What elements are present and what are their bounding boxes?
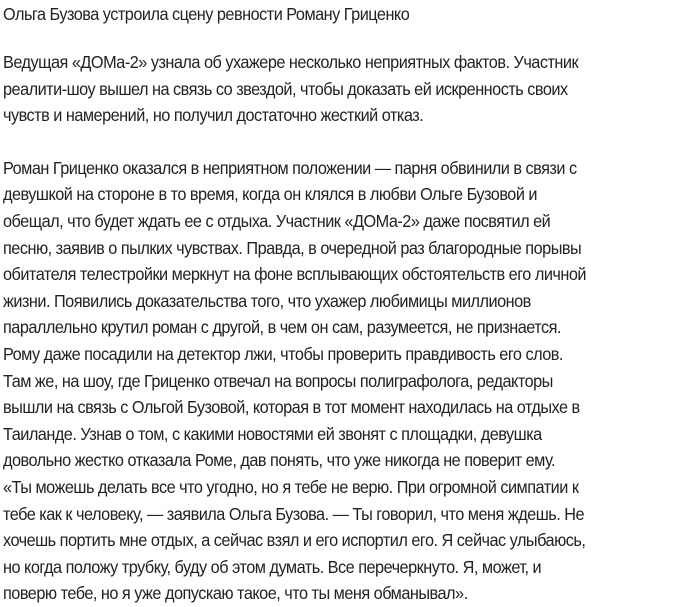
paragraph-line: обещал, что будет ждать ее с отдыха. Участник «ДОМа-2» даже посвятил ей bbox=[3, 210, 551, 231]
paragraph-line: девушкой на стороне в то время, когда он клялся в любви Ольге Бузовой и bbox=[3, 184, 538, 205]
article-title: Ольга Бузова устроила сцену ревности Роману Гриценко bbox=[3, 4, 410, 24]
paragraph-line: реалити-шоу вышел на связь со звездой, чтобы доказать ей искренность своих bbox=[3, 78, 568, 99]
paragraph-line: Таиланде. Узнав о том, с какими новостями ей звонят с площадки, девушка bbox=[3, 423, 542, 444]
paragraph-line: вышли на связь с Ольгой Бузовой, которая в тот момент находилась на отдыхе в bbox=[3, 397, 580, 418]
paragraph-line: чувств и намерений, но получил достаточно жесткий отказ. bbox=[3, 105, 424, 126]
paragraph-line: но когда положу трубку, буду об этом думать. Все перечеркнуто. Я, может, и bbox=[3, 556, 542, 577]
article-paragraph-lead bbox=[3, 49, 699, 129]
paragraph-line: тебе как к человеку, — заявила Ольга Бузова. — Ты говорил, что меня ждешь. Не bbox=[3, 503, 585, 524]
paragraph-line: обитателя телестройки меркнут на фоне всплывающих обстоятельств его личной bbox=[3, 264, 586, 285]
paragraph-line: хочешь портить мне отдых, а сейчас взял и его испортил его. Я сейчас улыбаюсь, bbox=[3, 530, 586, 551]
article-paragraph-body bbox=[3, 155, 699, 607]
paragraph-line: довольно жестко отказала Роме, дав понять, что уже никогда не поверит ему. bbox=[3, 450, 556, 471]
paragraph-line: Там же, на шоу, где Гриценко отвечал на вопросы полиграфолога, редакторы bbox=[3, 370, 553, 391]
paragraph-line: Рому даже посадили на детектор лжи, чтобы проверить правдивость его слов. bbox=[3, 343, 563, 364]
paragraph-line: песню, заявив о пылких чувствах. Правда, в очередной раз благородные порывы bbox=[3, 237, 582, 258]
article bbox=[3, 0, 699, 607]
paragraph-line: «Ты можешь делать все что угодно, но я тебе не верю. При огромной симпатии к bbox=[3, 476, 579, 497]
paragraph-line: жизни. Появились доказательства того, что ухажер любимицы миллионов bbox=[3, 290, 531, 311]
paragraph-line: параллельно крутил роман с другой, в чем он сам, разумеется, не признается. bbox=[3, 317, 561, 338]
paragraph-line: поверю тебе, но я уже допускаю такое, что ты меня обманывал». bbox=[3, 583, 468, 604]
paragraph-line: Ведущая «ДОМа-2» узнала об ухажере несколько неприятных фактов. Участник bbox=[3, 52, 579, 72]
paragraph-line: Роман Гриценко оказался в неприятном положении — парня обвинили в связи с bbox=[3, 157, 577, 178]
